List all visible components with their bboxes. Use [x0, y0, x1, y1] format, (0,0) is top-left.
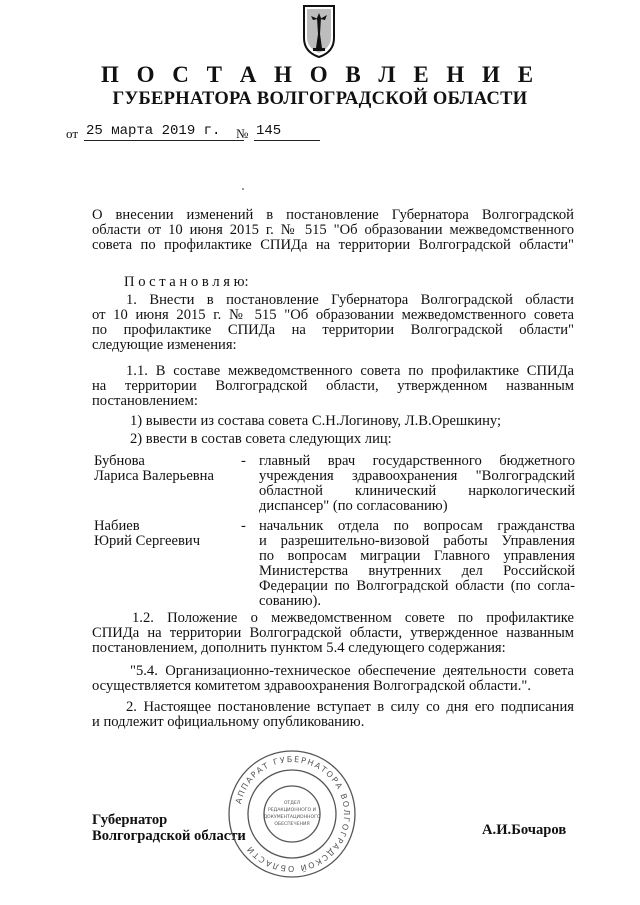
document-date: 25 марта 2019 г. [86, 123, 221, 139]
issuer-subtitle: ГУБЕРНАТОРА ВОЛГОГРАДСКОЙ ОБЛАСТИ [112, 89, 528, 109]
svg-text:АППАРАТ ГУБЕРНАТОРА ВОЛГОГРАДС: АППАРАТ ГУБЕРНАТОРА ВОЛГОГРАДСКОЙ ОБЛАСТИ [234, 754, 352, 874]
signatory-name: А.И.Бочаров [482, 822, 567, 838]
coat-of-arms-icon [302, 4, 336, 58]
quoted-clause: "5.4. Организационно-техническое обеспечение деятельности совета осуществляется комитетом здравоохранения Волгоградской области.". [92, 663, 574, 694]
member-position: начальник отдела по вопросам гражданства и разрешительно-визовой работы Управления по вопросам миграции Главного управления Министерства внутренних дел Российской Федерации по Волгоградской области (по согла- сованию). [259, 518, 575, 609]
number-underline [254, 140, 320, 141]
member-dash: - [241, 518, 246, 534]
document-subject: О внесении изменений в постановление Губернатора Волгоградской области от 10 июня 2015 г. № 515 "Об образовании межведомственного совета по профилактике СПИДа на территории Волгоградской области" [92, 207, 574, 253]
member-dash: - [241, 453, 246, 469]
date-underline [84, 140, 244, 141]
sub-item-1: 1) вывести из состава совета С.Н.Логинову, Л.В.Орешкину; [130, 413, 502, 429]
official-stamp [226, 748, 358, 880]
decree-word: П о с т а н о в л я ю: [124, 274, 249, 290]
svg-text:ОТДЕЛ: ОТДЕЛ [283, 801, 301, 806]
member-position: главный врач государственного бюджетного учреждения здравоохранения "Волгоградский областной клинический наркологический диспансер" (по согласованию) [259, 453, 575, 514]
item-1: 1. Внести в постановление Губернатора Волгоградской области от 10 июня 2015 г. № 515 "Об образовании межведомственного совета по профилактике СПИДа на территории Волгоградской области" следующие изменения: [92, 292, 574, 353]
member-name: Бубнова Лариса Валерьевна [94, 453, 214, 484]
sub-item-2: 2) ввести в состав совета следующих лиц: [130, 431, 392, 447]
item-1-2: 1.2. Положение о межведомственном совете по профилактике СПИДа на территории Волгоградской области, утвержденное названным постановлением, дополнить пунктом 5.4 следующего содержания: [92, 610, 574, 656]
item-2: 2. Настоящее постановление вступает в силу со дня его подписания и подлежит официальному опубликованию. [92, 699, 574, 730]
svg-text:РЕДАКЦИОННОГО И: РЕДАКЦИОННОГО И [267, 808, 317, 813]
signatory-position: Губернатор Волгоградской области [92, 812, 246, 844]
document-number: 145 [256, 123, 282, 139]
number-label: № [236, 126, 249, 141]
scan-dot [242, 188, 244, 190]
document-type-title: П О С Т А Н О В Л Е Н И Е [100, 62, 540, 87]
member-name: Набиев Юрий Сергеевич [94, 518, 201, 549]
svg-text:ДОКУМЕНТАЦИОННОГО: ДОКУМЕНТАЦИОННОГО [263, 815, 321, 820]
from-label: от [66, 126, 79, 141]
svg-text:ОБЕСПЕЧЕНИЯ: ОБЕСПЕЧЕНИЯ [274, 822, 310, 827]
item-1-1: 1.1. В составе межведомственного совета по профилактике СПИДа на территории Волгоградской области, утвержденном названным постановлением: [92, 363, 574, 409]
